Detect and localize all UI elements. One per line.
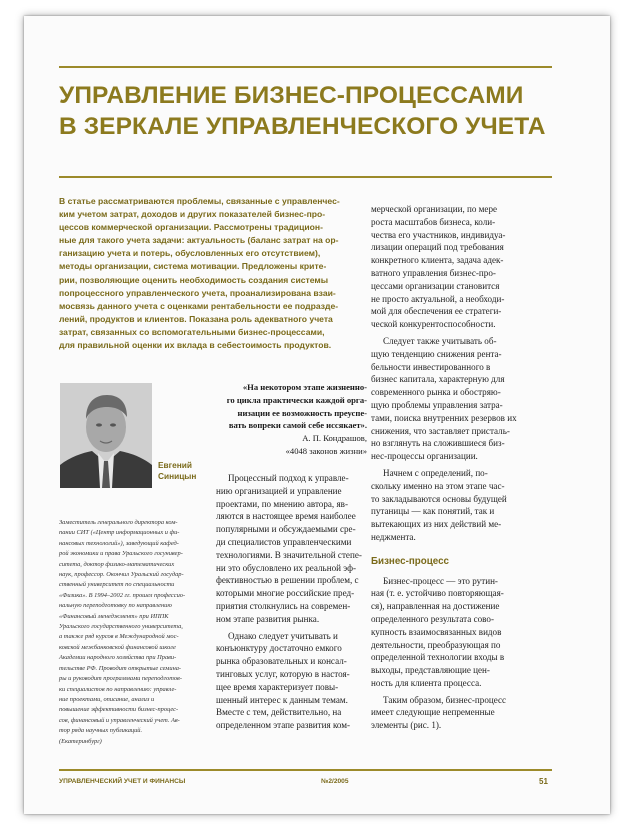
body-line: ди специалистов управленческими (216, 536, 352, 547)
body-line: путаницы — как понятий, так и (371, 506, 495, 517)
body-line: выходы, представляющие цен- (371, 665, 490, 676)
page-number: 51 (539, 777, 548, 786)
bio-line: нансовых технологий»), заведующий кафед- (59, 539, 179, 547)
bio-line: «Физика». В 1994–2002 гг. прошел профессио- (59, 591, 186, 599)
body-line: Однако следует учитывать и (228, 630, 338, 641)
body-line: роста масштабов бизнеса, коли- (371, 216, 496, 227)
abstract-line: ганизацию учета и потерь, обусловленных его отсутствием), (59, 248, 321, 259)
title-rule (59, 176, 552, 178)
body-line: ческой конкурентоспособности. (371, 319, 496, 330)
author-last-name: Синицын (158, 471, 197, 481)
body-line: вытекающих из них действий ме- (371, 519, 502, 530)
epigraph-line: вать вопреки самой себе иссякает». (228, 420, 367, 431)
body-line: бизнес капитала, характерную для (371, 374, 505, 385)
body-line: лизации операций под требования (371, 242, 504, 253)
epigraph-source: «4048 законов жизни» (285, 445, 367, 456)
bio-line: «Финансовый менеджмент» при ИППК (59, 612, 169, 620)
body-line: бельности инвестированного в (371, 361, 491, 372)
abstract (59, 195, 369, 352)
body-line: Процессный подход к управле- (228, 473, 349, 483)
bio-line: Заместитель генерального директора ком- (59, 519, 178, 526)
abstract-line: ные для такого учета задачи: актуальность (баланс затрат на ор- (59, 235, 339, 246)
abstract-line: методы организации, система мотивации. Предложены крите- (59, 261, 327, 272)
top-rule (59, 66, 552, 68)
body-line: Вместе с тем, действительно, на (216, 707, 342, 718)
body-line: нию организацией и управление (216, 485, 342, 496)
body-line: не просто актуальной, а необходи- (371, 293, 505, 304)
body-line: проектами, по мнению автора, яв- (216, 498, 348, 509)
title-line: УПРАВЛЕНИЕ БИЗНЕС-ПРОЦЕССАМИ (59, 82, 524, 109)
bio-line: Уральского государственного университета, (59, 623, 183, 631)
bio-line: нальную переподготовку по направлению (59, 602, 172, 610)
bio-line: Академии народного хозяйства при Прави- (59, 654, 177, 662)
body-line: конкретного клиента, задача адек- (371, 255, 504, 266)
bio-line: повышение эффективности бизнес-процес- (59, 706, 179, 714)
abstract-line: В статье рассматриваются проблемы, связанные с управленчес- (59, 196, 340, 206)
title-line: В ЗЕРКАЛЕ УПРАВЛЕНЧЕСКОГО УЧЕТА (59, 113, 546, 140)
body-line: ность для клиента процесса. (371, 677, 482, 688)
body-line: шенный интерес к данным темам. (216, 694, 348, 705)
body-line: конъюнктуру достаточно емкого (216, 643, 342, 654)
body-line: тинговых услуг, которую в настоя- (216, 668, 350, 679)
body-line: Следует также учитывать об- (383, 335, 497, 346)
abstract-line: попроцессного управленческого учета, проанализирована взаи- (59, 287, 336, 298)
bio-line: ки специалистов по направлению: управле- (59, 685, 177, 693)
bio-line: ры и руководит программами переподготов- (59, 675, 182, 683)
body-line: Бизнес-процесс — это рутин- (383, 575, 498, 586)
body-line: неджмента. (371, 531, 416, 542)
abstract-line: рии, позволяющие оценить необходимость создания системы (59, 274, 329, 285)
body-line: щую тенденцию снижения рента- (371, 348, 502, 359)
bio-line: тельстве РФ. Проводит открытые семина- (59, 664, 182, 672)
abstract-line: для правильной оценки их вклада в себестоимость продуктов. (59, 340, 332, 351)
body-line: щую проблемы управления затра- (371, 399, 503, 410)
article-title (59, 80, 559, 142)
body-line: фективностью в решении проблем, с (216, 575, 359, 586)
body-line: но взглянуть на сложившиеся биз- (371, 438, 505, 449)
bio-line: ковской межбанковской финансовой школе (59, 643, 176, 651)
body-line: элементы (рис. 1). (371, 720, 442, 731)
epigraph-author: А. П. Кондрашов, (302, 433, 367, 444)
bio-line: ситета, доктор физико-математических (59, 560, 175, 568)
bio-line: пании СИТ («Центр информационных и фи- (59, 529, 180, 537)
author-name (158, 460, 196, 482)
epigraph-line: низации ее возможность преуспе- (237, 407, 367, 418)
epigraph-line: го цикла практически каждой орга- (226, 394, 367, 405)
body-line: которыми многие российские пред- (216, 588, 355, 599)
body-line: рынка образовательных и консал- (216, 656, 347, 667)
bio-line: (Екатеринбург) (59, 737, 102, 745)
body-line: чества его участников, индивидуа- (371, 229, 506, 240)
body-line: Начнем с определений, по- (383, 467, 488, 478)
body-line: популярными и обсуждаемыми сре- (216, 524, 356, 535)
abstract-line: цессов коммерческой организации. Рассмотрены традицион- (59, 222, 323, 233)
portrait-image (60, 383, 152, 488)
body-line: современного рынка и обостряю- (371, 387, 501, 398)
bio-line: сов, финансовый и управленческий учет. Ав- (59, 716, 180, 724)
body-line: ватного управления бизнес-про- (371, 267, 496, 278)
abstract-line: ким учетом затрат, доходов и других показателей бизнес-про- (59, 209, 326, 220)
body-line: скольку именно на этом этапе час- (371, 480, 505, 491)
abstract-line: мосвязь данного учета с оценками рентабельности ее подразде- (59, 300, 339, 311)
abstract-line: лений, продуктов и клиентов. Показана роль адекватного учета (59, 313, 333, 324)
body-line: определенного результата сово- (371, 613, 494, 624)
body-line: купность взаимосвязанных видов (371, 626, 502, 637)
epigraph (222, 381, 367, 458)
journal-name: УПРАВЛЕНЧЕСКИЙ УЧЕТ И ФИНАНСЫ (59, 778, 186, 785)
footer-rule (59, 769, 552, 771)
body-line: ном этапе развития рынка. (216, 613, 320, 624)
body-line: щее время характеризует повы- (216, 681, 339, 692)
body-line: технологиями. В значительной степе- (216, 549, 362, 560)
body-line: определенной технологии входы в (371, 652, 505, 663)
body-line: тами, поиска внутренних резервов их (371, 412, 517, 423)
body-line: определенном этапе развития ком- (216, 720, 351, 731)
body-line: ная (т. е. устойчиво повторяющая- (371, 588, 504, 599)
body-line: снижения, что заставляет присталь- (371, 425, 510, 436)
bio-line: рой экономики и права Уральского госунивер- (59, 550, 183, 558)
body-line: деятельности, преобразующая по (371, 639, 501, 650)
body-line: цессами организации становится (371, 280, 500, 291)
body-line: приятия столкнулись на современ- (216, 600, 351, 611)
body-column-2 (216, 472, 368, 732)
body-line: Таким образом, бизнес-процесс (383, 694, 507, 705)
body-column-3 (371, 203, 516, 732)
body-line: ляются в настоящее время наиболее (216, 511, 356, 522)
section-heading: Бизнес-процесс (371, 555, 450, 567)
body-line: мерческой организации, по мере (371, 204, 498, 214)
issue-number: №2/2005 (321, 778, 349, 785)
body-line: то закладываются основы будущей (371, 493, 507, 504)
author-photo (60, 383, 152, 488)
body-line: ся), направленная на достижение (371, 601, 500, 612)
bio-line: а также ряд курсов в Международной мос- (59, 633, 179, 641)
author-first-name: Евгений (158, 460, 192, 470)
abstract-line: затрат, связанных со вспомогательными бизнес-процессами, (59, 326, 325, 337)
author-bio (59, 518, 229, 747)
epigraph-line: «На некотором этапе жизненно- (242, 382, 367, 392)
bio-line: тор ряда научных публикаций. (59, 727, 143, 735)
bio-line: наук, профессор. Окончил Уральский государ- (59, 571, 184, 579)
body-line: мой для обеспечения ее стратеги- (371, 306, 502, 317)
bio-line: ние проектами, описание, анализ и (59, 695, 155, 703)
bio-line: ственный университет по специальности (59, 581, 175, 589)
body-line: ни это обусловлено их реальной эф- (216, 562, 357, 573)
body-line: имеет следующие непременные (371, 707, 495, 718)
body-line: нес-процессы организации. (371, 451, 478, 462)
